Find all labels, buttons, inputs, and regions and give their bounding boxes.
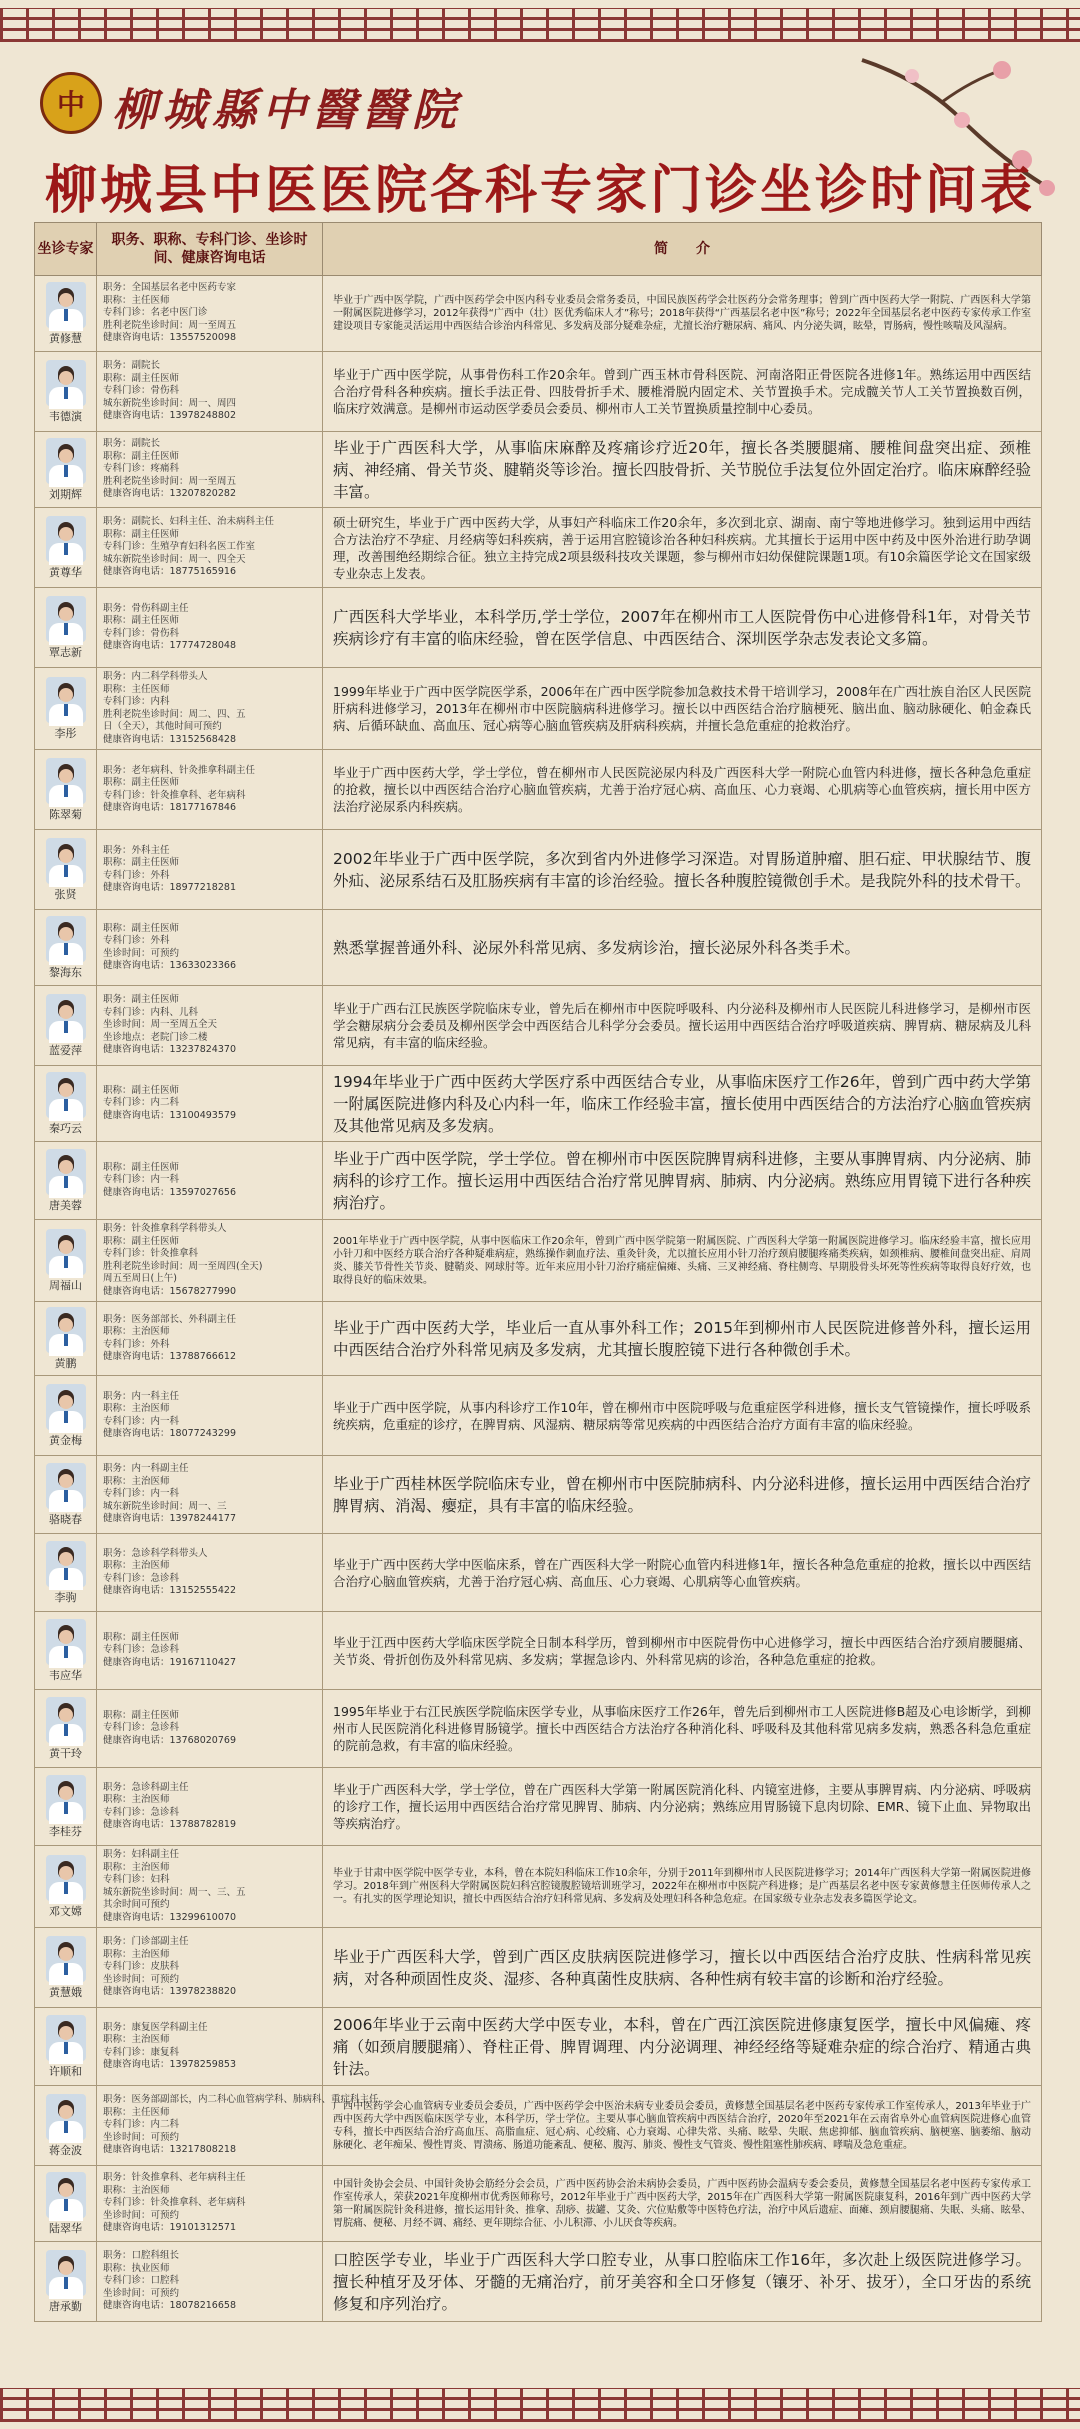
info-line: 专科门诊：口腔科 (103, 2275, 180, 2287)
expert-intro: 毕业于广西医科大学，曾到广西区皮肤病医院进修学习，擅长以中西医结合治疗皮肤、性病科常见疾病，对各种顽固性皮炎、湿疹、各种真菌性皮肤病、各种性病有较丰富的诊断和治疗经验。 (323, 1928, 1042, 2008)
info-line: 健康咨询电话：13152568428 (103, 733, 236, 745)
info-line: 健康咨询电话：13633023366 (103, 960, 236, 971)
expert-name: 骆晓春 (49, 1512, 82, 1526)
expert-info (97, 588, 323, 668)
table-row (35, 2166, 1042, 2242)
expert-intro: 毕业于广西中医学院，学士学位。曾在柳州市中医医院脾胃病科进修，主要从事脾胃病、内分泌病、肺病科的诊疗工作。擅长运用中西医结合治疗常见脾胃病、肺病、内分泌病。熟练应用胃镜下进行各种疾病治疗。 (323, 1142, 1042, 1220)
info-line: 健康咨询电话：13237824370 (103, 1044, 236, 1056)
expert-intro: 1995年毕业于右江民族医学院临床医学专业，从事临床医疗工作26年，曾先后到柳州市工人医院进修B超及心电诊断学，到柳州市人民医院消化科进修胃肠镜学。擅长中西医结合方法治疗各种消化科、呼吸科及其他科常见病多发病，熟悉各科急危重症的院前急救，有丰富的临床经验。 (323, 1690, 1042, 1768)
info-line: 健康咨询电话：13299610070 (103, 1911, 236, 1923)
expert-info (97, 2166, 323, 2242)
expert-info (97, 910, 323, 986)
expert-info (97, 986, 323, 1066)
expert-intro: 1999年毕业于广西中医学院医学系，2006年在广西中医学院参加急救技术骨干培训学习，2008年在广西壮族自治区人民医院肝病科进修学习，2013年在柳州市中医院脑病科进修学习。擅长以中西医结合治疗脑梗死、脑出血、脑动脉硬化、帕金森氏病、后循环缺血、高血压、冠心病等心脑血管疾病及肝病科疾病，并擅长急危重症的抢救治疗。 (323, 668, 1042, 750)
expert-name: 蒋金波 (49, 2143, 82, 2157)
info-line: 专科门诊：骨伤科 (103, 627, 180, 639)
expert-info (97, 1142, 323, 1220)
info-line: 健康咨询电话：17774728048 (103, 640, 236, 651)
table-row (35, 1846, 1042, 1928)
info-line: 职称：主任医师 (103, 683, 170, 695)
expert-name: 黄尊华 (49, 565, 82, 579)
info-line: 专科门诊：内一科 (103, 1415, 180, 1427)
info-line: 职称：副主任医师 (103, 922, 180, 934)
info-line: 职务：全国基层名老中医药专家 (103, 282, 237, 294)
info-line: 城东新院坐诊时间：周一、周四 (103, 397, 237, 409)
doctor-photo (46, 596, 86, 642)
expert-name: 陈翠菊 (49, 807, 82, 821)
info-line: 城东新院坐诊时间：周一、三、五 (103, 1886, 246, 1898)
info-line: 专科门诊：外科 (103, 869, 170, 881)
info-line: 专科门诊：内二科 (103, 2119, 180, 2131)
expert-info (97, 432, 323, 508)
expert-info (97, 1928, 323, 2008)
info-line: 专科门诊：妇科 (103, 1874, 170, 1885)
expert-name: 陆翠华 (49, 2221, 82, 2235)
info-line: 职称：主治医师 (103, 1403, 170, 1414)
expert-schedule-table (34, 222, 1042, 2322)
info-line: 胜利老院坐诊时间：周二、四、五 (103, 708, 246, 720)
expert-intro: 2001年毕业于广西中医学院，从事中医临床工作20余年，曾到广西中医学院第一附属医院、广西医科大学第一附属医院进修学习。临床经验丰富，擅长应用小针刀和中医经方联合治疗各种疑难病症，熟练操作刺血疗法、重灸针灸，尤以擅长应用小针刀治疗颈肩腰腿疼痛类疾病，如颈椎病、腰椎间盘突出症、肩周炎、膝关节骨性关节炎、腱鞘炎、网球肘等。近年来应用小针刀治疗痛症偏瘫、头痛、三叉神经痛、脊柱侧弯、早期股骨头坏死等性疾病等取得良好疗效，也取得良好的临床效果。 (323, 1220, 1042, 1302)
info-line: 专科门诊：骨伤科 (103, 385, 180, 397)
info-line: 健康咨询电话：13978244177 (103, 1513, 236, 1525)
expert-info (97, 1846, 323, 1928)
expert-intro: 广西医科大学毕业，本科学历,学士学位，2007年在柳州市工人医院骨伤中心进修骨科1年，对骨关节疾病诊疗有丰富的临床经验，曾在医学信息、中西医结合、深圳医学杂志发表论文多篇。 (323, 588, 1042, 668)
info-line: 专科门诊：内科 (103, 696, 170, 707)
expert-name: 黄干玲 (49, 1746, 82, 1760)
info-line: 专科门诊：急诊科 (103, 1644, 180, 1656)
info-line: 职称：副主任医师 (103, 777, 180, 788)
info-line: 职务：骨伤科副主任 (103, 602, 189, 614)
expert-intro: 毕业于甘肃中医学院中医学专业，本科，曾在本院妇科临床工作10余年，分别于2011年到柳州市人民医院进修学习；2014年广西医科大学第一附属医院进修学习。2018年到广州医科大学附属医院妇科宫腔镜腹腔镜培训班学习，2022年在柳州市中医院产科进修；是广西基层名老中医专家黄修慧主任医师传承人之一。有扎实的医学理论知识，擅长中西医结合治疗妇科常见病、多发病及处理妇科各种急危症。在国家级专业杂志发表多篇医学论文。 (323, 1846, 1042, 1928)
expert-info (97, 1612, 323, 1690)
expert-name: 许顺和 (49, 2064, 82, 2078)
expert-cell (35, 1846, 97, 1928)
expert-cell (35, 910, 97, 986)
info-line: 健康咨询电话：19101312571 (103, 2222, 236, 2234)
expert-info (97, 750, 323, 830)
expert-intro: 广西中医药学会心血管病专业委员会委员，广西中医药学会中医治未病专业委员会委员，黄修慧全国基层名老中医药专家传承工作室传承人，2013年毕业于广西中医药大学中西医临床医学专业，本科学历，学士学位。主要从事心脑血管疾病中西医结合治疗，2020年至2021年在云南省阜外心血管病医院进修心血管专科，擅长中西医结合治疗高血压、高脂血症、冠心病、心绞痛、心力衰竭、心律失常、头痛、眩晕、失眠、焦虑抑郁、脑血管疾病、脑梗塞、脑萎缩、脑动脉硬化、老年痴呆、慢性胃炎、胃溃疡、肠道功能紊乱、便秘、腹泻、肺炎、慢性支气管炎、慢性阻塞性肺疾病、哮喘及急危重症。 (323, 2086, 1042, 2166)
info-line: 日（全天），其他时间可预约 (103, 721, 222, 732)
info-line: 职称：执业医师 (103, 2262, 170, 2274)
table-row (35, 668, 1042, 750)
info-line: 健康咨询电话：13768020769 (103, 1734, 236, 1746)
expert-intro: 中国针灸协会会员、中国针灸协会筋经分会会员，广西中医药协会治未病协会委员，广西中医药协会温病专委会委员，黄修慧全国基层名老中医药专家传承工作室传承人，荣获2021年度柳州市优秀医师称号，2012年毕业于广西中医药大学，2015年在广西医科大学第一附属医院康复科，2016年到广西中医药大学第一附属医院针灸科进修，擅长运用针灸、推拿、刮痧、拔罐、艾灸、穴位贴敷等中医特色疗法，治疗中风后遗症、面瘫、颈肩腰腿痛、失眠、头痛、眩晕、胃脘痛、便秘、月经不调、痛经、更年期综合征、小儿积滞、小儿厌食等疾病。 (323, 2166, 1042, 2242)
expert-cell (35, 1066, 97, 1142)
info-line: 健康咨询电话：19167110427 (103, 1656, 236, 1668)
doctor-photo (46, 2250, 86, 2296)
info-line: 职称：主治医师 (103, 1861, 170, 1873)
info-line: 健康咨询电话：13788782819 (103, 1819, 236, 1830)
info-line: 职务：副院长 (103, 360, 161, 372)
expert-name: 黄慧娥 (49, 1985, 82, 1999)
info-line: 职务：急诊科学科带头人 (103, 1547, 208, 1559)
expert-cell (35, 2086, 97, 2166)
expert-info (97, 1376, 323, 1456)
table-row (35, 1928, 1042, 2008)
info-line: 职称：副主任医师 (103, 1235, 180, 1247)
info-line: 职称：主治医师 (103, 2034, 170, 2045)
info-line: 职称：主治医师 (103, 1948, 170, 1960)
info-line: 职务：内一科主任 (103, 1390, 180, 1402)
expert-cell (35, 1612, 97, 1690)
table-row (35, 986, 1042, 1066)
info-line: 职称：副主任医师 (103, 372, 180, 384)
expert-info (97, 1302, 323, 1376)
info-line: 职称：主治医师 (103, 1560, 170, 1571)
expert-info (97, 1768, 323, 1846)
info-line: 健康咨询电话：13978238820 (103, 1986, 236, 1998)
expert-cell (35, 668, 97, 750)
info-line: 健康咨询电话：13557520098 (103, 332, 236, 344)
info-line: 健康咨询电话：13217808218 (103, 2144, 236, 2156)
bottom-border (0, 2388, 1080, 2422)
info-line: 坐诊时间：可预约 (103, 1973, 180, 1985)
doctor-photo (46, 758, 86, 804)
info-line: 职称：副主任医师 (103, 1161, 180, 1173)
expert-intro: 毕业于广西中医学院，从事内科诊疗工作10年，曾在柳州市中医院呼吸与危重症医学科进修，擅长支气管镜操作，擅长呼吸系统疾病，危重症的诊疗，在脾胃病、风湿病、糖尿病等常见疾病的中西医结合治疗方面有丰富的临床经验。 (323, 1376, 1042, 1456)
table-row (35, 508, 1042, 588)
expert-info (97, 1066, 323, 1142)
info-line: 职务：康复医学科副主任 (103, 2021, 208, 2033)
expert-intro: 硕士研究生，毕业于广西中医药大学，从事妇产科临床工作20余年，多次到北京、湖南、南宁等地进修学习。独到运用中西结合方法治疗不孕症、月经病等妇科疾病，善于运用宫腔镜诊治各种妇科疾病。尤其擅长于运用中医中药及中医外治进行助孕调理，改善围绝经期综合征。独立主持完成2项县级科技攻关课题，参与柳州市妇幼保健院课题1项。有10余篇医学论文在国家级专业杂志上发表。 (323, 508, 1042, 588)
expert-info (97, 2242, 323, 2322)
expert-info (97, 2008, 323, 2086)
info-line: 专科门诊：生殖孕育妇科名医工作室 (103, 541, 256, 553)
expert-info (97, 276, 323, 352)
table-row (35, 1768, 1042, 1846)
page-title: 柳城县中医医院各科专家门诊坐诊时间表 (44, 160, 1035, 221)
table-row (35, 1220, 1042, 1302)
expert-info (97, 1456, 323, 1534)
table-row (35, 1534, 1042, 1612)
info-line: 坐诊时间：可预约 (103, 947, 180, 959)
expert-cell (35, 2166, 97, 2242)
info-line: 专科门诊：针灸推拿科、老年病科 (103, 789, 246, 801)
expert-cell (35, 1534, 97, 1612)
table-row (35, 276, 1042, 352)
expert-cell (35, 276, 97, 352)
expert-intro: 毕业于广西中医药大学，学士学位，曾在柳州市人民医院泌尿内科及广西医科大学一附院心血管内科进修，擅长各种急危重症的抢救，擅长以中西医结合治疗心脑血管疾病，尤善于治疗冠心病、高血压、心力衰竭、心肌病等心血管疾病，擅长用中医方法治疗泌尿系内科疾病。 (323, 750, 1042, 830)
expert-name: 周福山 (49, 1278, 82, 1292)
expert-cell (35, 2242, 97, 2322)
expert-name: 李驹 (54, 1590, 77, 1604)
doctor-photo (46, 1384, 86, 1430)
info-line: 专科门诊：疼痛科 (103, 463, 180, 475)
expert-cell (35, 2008, 97, 2086)
info-line: 坐诊时间：可预约 (103, 2131, 180, 2143)
expert-info (97, 508, 323, 588)
expert-rows (35, 276, 1042, 2322)
expert-cell (35, 1456, 97, 1534)
expert-name: 李桂芬 (49, 1824, 82, 1838)
expert-name: 秦巧云 (49, 1121, 82, 1135)
doctor-photo (46, 1072, 86, 1118)
expert-name: 韦德演 (49, 409, 82, 423)
info-line: 健康咨询电话：18177167846 (103, 802, 236, 813)
info-line: 专科门诊：内一科 (103, 1174, 180, 1186)
expert-intro: 毕业于广西医科大学，从事临床麻醉及疼痛诊疗近20年，擅长各类腰腿痛、腰椎间盘突出症、颈椎病、神经痛、骨关节炎、腱鞘炎等诊治。擅长四肢骨折、关节脱位手法复位外固定治疗。临床麻醉经验丰富。 (323, 432, 1042, 508)
expert-cell (35, 1690, 97, 1768)
expert-name: 韦应华 (49, 1668, 82, 1682)
doctor-photo (46, 1697, 86, 1743)
info-line: 职称：主任医师 (103, 2106, 170, 2118)
table-row (35, 588, 1042, 668)
expert-intro: 口腔医学专业，毕业于广西医科大学口腔专业，从事口腔临床工作16年，多次赴上级医院进修学习。擅长种植牙及牙体、牙髓的无痛治疗，前牙美容和全口牙修复（镶牙、补牙、拔牙），全口牙齿的系统修复和序列治疗。 (323, 2242, 1042, 2322)
expert-cell (35, 1928, 97, 2008)
info-line: 职务：妇科副主任 (103, 1849, 180, 1860)
doctor-photo (46, 1619, 86, 1665)
table-row (35, 750, 1042, 830)
top-border (0, 8, 1080, 42)
doctor-photo (46, 1229, 86, 1275)
info-line: 周五至周日(上午) (103, 1273, 177, 1284)
table-row (35, 1142, 1042, 1220)
info-line: 专科门诊：急诊科 (103, 1722, 180, 1734)
info-line: 职称：主治医师 (103, 1326, 170, 1337)
expert-intro: 1994年毕业于广西中医药大学医疗系中西医结合专业，从事临床医疗工作26年，曾到广西中药大学第一附属医院进修内科及心内科一年，临床工作经验丰富，擅长使用中西医结合的方法治疗心脑血管疾病及其他常见病及多发病。 (323, 1066, 1042, 1142)
doctor-photo (46, 1936, 86, 1982)
info-line: 专科门诊：名老中医门诊 (103, 307, 208, 319)
table-row (35, 910, 1042, 986)
info-line: 职务：医务部部长、外科副主任 (103, 1313, 237, 1325)
info-line: 健康咨询电话：18078216658 (103, 2300, 236, 2312)
expert-cell (35, 1768, 97, 1846)
info-line: 专科门诊：内二科 (103, 1097, 180, 1109)
info-line: 健康咨询电话：13207820282 (103, 488, 236, 500)
info-line: 职务：针灸推拿科、老年病科主任 (103, 2172, 246, 2184)
expert-cell (35, 1376, 97, 1456)
expert-info (97, 2086, 379, 2166)
info-line: 健康咨询电话：13978248802 (103, 410, 236, 422)
info-line: 职称：主治医师 (103, 1475, 170, 1487)
info-line: 专科门诊：急诊科 (103, 1572, 180, 1584)
expert-cell (35, 986, 97, 1066)
expert-info (97, 352, 323, 432)
info-line: 专科门诊：针灸推拿科、老年病科 (103, 2197, 246, 2209)
doctor-photo (46, 516, 86, 562)
info-line: 健康咨询电话：18775165916 (103, 566, 236, 578)
col-header-intro: 简 介 (323, 223, 1042, 276)
doctor-photo (46, 1307, 86, 1353)
info-line: 职称：副主任医师 (103, 857, 180, 868)
info-line: 坐诊地点：老院门诊二楼 (103, 1031, 208, 1043)
table-row (35, 2008, 1042, 2086)
expert-cell (35, 1142, 97, 1220)
expert-intro: 熟悉掌握普通外科、泌尿外科常见病、多发病诊治，擅长泌尿外科各类手术。 (323, 910, 1042, 986)
doctor-photo (46, 1541, 86, 1587)
expert-info (97, 1690, 323, 1768)
doctor-photo (46, 1775, 86, 1821)
expert-intro: 毕业于广西中医学院，从事骨伤科工作20余年。曾到广西玉林市骨科医院、河南洛阳正骨医院各进修1年。熟练运用中西医结合治疗骨科各种疾病。擅长手法正骨、四肢骨折手术、腰椎滑脱内固定术、关节置换手术。完成髋关节人工关节置换数百例，临床疗效满意。是柳州市运动医学委员会委员、柳州市人工关节置换质量控制中心委员。 (323, 352, 1042, 432)
info-line: 职务：内二科学科带头人 (103, 671, 208, 682)
expert-name: 黄鹏 (54, 1356, 77, 1370)
info-line: 坐诊时间：可预约 (103, 2287, 180, 2299)
table-row (35, 1690, 1042, 1768)
table-header-row (35, 223, 1042, 276)
info-line: 职称：副主任医师 (103, 450, 180, 462)
expert-name: 张贤 (54, 887, 77, 901)
info-line: 专科门诊：外科 (103, 1338, 170, 1350)
expert-name: 刘期辉 (49, 487, 82, 501)
info-line: 胜利老院坐诊时间：周一至周五 (103, 475, 237, 487)
expert-intro: 2006年毕业于云南中医药大学中医专业，本科，曾在广西江滨医院进修康复医学，擅长中风偏瘫、疼痛（如颈肩腰腿痛）、脊柱正骨、脾胃调理、内分泌调理、神经经络等疑难杂症的综合治疗、精通古典针法。 (323, 2008, 1042, 2086)
expert-name: 邓文嫦 (49, 1904, 82, 1918)
table-row (35, 352, 1042, 432)
info-line: 专科门诊：皮肤科 (103, 1961, 180, 1973)
info-line: 健康咨询电话：13100493579 (103, 1109, 236, 1121)
table-row (35, 1612, 1042, 1690)
doctor-photo (46, 838, 86, 884)
info-line: 职务：急诊科副主任 (103, 1781, 189, 1793)
hospital-logo: 中 (40, 72, 102, 134)
expert-intro: 毕业于广西右江民族医学院临床专业，曾先后在柳州市中医院呼吸科、内分泌科及柳州市人民医院儿科进修学习，是柳州市医学会糖尿病分会委员及柳州医学会中西医结合儿科学分会委员。擅长运用中西医结合治疗呼吸道疾病、脾胃病、糖尿病及儿科常见病，有丰富的临床经验。 (323, 986, 1042, 1066)
info-line: 其余时间可预约 (103, 1899, 170, 1910)
expert-name: 黎海东 (49, 965, 82, 979)
expert-info (97, 830, 323, 910)
expert-info (97, 1220, 323, 1302)
info-line: 职称：副主任医师 (103, 528, 180, 540)
info-line: 职称：副主任医师 (103, 1084, 180, 1096)
info-line: 职称：主任医师 (103, 294, 170, 306)
doctor-photo (46, 1855, 86, 1901)
expert-name: 李彤 (54, 726, 77, 740)
info-line: 城东新院坐诊时间：周一、三 (103, 1500, 227, 1512)
info-line: 职务：副院长 (103, 438, 161, 450)
info-line: 专科门诊：外科 (103, 935, 170, 946)
info-line: 职务：内一科副主任 (103, 1463, 189, 1475)
col-header-expert: 坐诊专家 (35, 223, 97, 276)
table-row (35, 2242, 1042, 2322)
expert-intro: 2002年毕业于广西中医学院，多次到省内外进修学习深造。对胃肠道肿瘤、胆石症、甲状腺结节、腹外疝、泌尿系结石及肛肠疾病有丰富的诊治经验。擅长各种腹腔镜微创手术。是我院外科的技术骨干。 (323, 830, 1042, 910)
info-line: 职务：口腔科组长 (103, 2250, 180, 2262)
expert-intro: 毕业于江西中医药大学临床医学院全日制本科学历，曾到柳州市中医院骨伤中心进修学习，擅长中西医结合治疗颈肩腰腿痛、关节炎、骨折创伤及外科常见病、多发病；掌握急诊内、外科常见病的诊治，各种急危重症的抢救。 (323, 1612, 1042, 1690)
expert-intro: 毕业于广西中医学院，广西中医药学会中医内科专业委员会常务委员，中国民族医药学会壮医药分会常务理事；曾到广西中医药大学一附院、广西医科大学第一附属医院进修学习，2012年获得“广西中（壮）医优秀临床人才”称号；2018年获得“广西基层名老中医”称号；2022年全国基层名老中医药专家传承工作室建设项目专家能灵活运用中西医结合诊治内科常见、多发病及部分疑难杂症，尤擅长治疗糖尿病、痛风、内分泌失调，眩晕，胃肠病，慢性咳喘及风湿病。 (323, 276, 1042, 352)
expert-name: 黄金梅 (49, 1433, 82, 1447)
table-row (35, 1066, 1042, 1142)
info-line: 职务：老年病科、针灸推拿科副主任 (103, 764, 256, 776)
table-row (35, 1456, 1042, 1534)
info-line: 胜利老院坐诊时间：周一至周五 (103, 319, 237, 331)
table-row (35, 432, 1042, 508)
expert-name: 唐承勤 (49, 2299, 82, 2313)
hospital-name: 柳城縣中醫醫院 (112, 85, 462, 136)
table-row (35, 1302, 1042, 1376)
info-line: 健康咨询电话：18077243299 (103, 1428, 236, 1439)
info-line: 职务：副院长、妇科主任、治未病科主任 (103, 516, 275, 528)
info-line: 胜利老院坐诊时间：周一至周四(全天) (103, 1260, 263, 1272)
expert-name: 蓝爱萍 (49, 1043, 82, 1057)
expert-cell (35, 588, 97, 668)
expert-cell (35, 1220, 97, 1302)
info-line: 职称：副主任医师 (103, 1631, 180, 1643)
info-line: 健康咨询电话：18977218281 (103, 882, 236, 893)
expert-cell (35, 508, 97, 588)
doctor-photo (46, 1463, 86, 1509)
info-line: 职务：外科主任 (103, 844, 170, 856)
info-line: 坐诊时间：周一至周五全天 (103, 1019, 218, 1031)
info-line: 职称：主治医师 (103, 1794, 170, 1805)
doctor-photo (46, 438, 86, 484)
expert-intro: 毕业于广西中医药大学中医临床系，曾在广西医科大学一附院心血管内科进修1年，擅长各种急危重症的抢救，擅长以中西医结合治疗心脑血管疾病，尤善于治疗冠心病、高血压、心力衰竭、心肌病等心血管疾病。 (323, 1534, 1042, 1612)
info-line: 健康咨询电话：13152555422 (103, 1585, 236, 1596)
expert-intro: 毕业于广西桂林医学院临床专业，曾在柳州市中医院肺病科、内分泌科进修，擅长运用中西医结合治疗脾胃病、消渴、瘿症，具有丰富的临床经验。 (323, 1456, 1042, 1534)
doctor-photo (46, 2094, 86, 2140)
info-line: 专科门诊：针灸推拿科 (103, 1248, 199, 1259)
expert-name: 唐美蓉 (49, 1198, 82, 1212)
expert-name: 覃志新 (49, 645, 82, 659)
expert-intro: 毕业于广西医科大学，学士学位，曾在广西医科大学第一附属医院消化科、内镜室进修，主要从事脾胃病、内分泌病、呼吸病的诊疗工作，擅长运用中西医结合治疗常见脾胃、肺病、内分泌病；熟练应用胃肠镜下息肉切除、EMR、镜下止血、异物取出等疾病治疗。 (323, 1768, 1042, 1846)
expert-cell (35, 1302, 97, 1376)
info-line: 职务：门诊部副主任 (103, 1936, 189, 1948)
doctor-photo (46, 677, 86, 723)
doctor-photo (46, 1149, 86, 1195)
info-line: 健康咨询电话：13978259853 (103, 2059, 236, 2070)
expert-info (97, 668, 323, 750)
table-row (35, 2086, 1042, 2166)
expert-cell (35, 352, 97, 432)
info-line: 专科门诊：内一科 (103, 1488, 180, 1500)
doctor-photo (46, 282, 86, 328)
info-line: 职务：医务部副部长，内二科心血管病学科、肺病科、重症科主任 (103, 2094, 379, 2106)
info-line: 专科门诊：内科、儿科 (103, 1006, 199, 1018)
info-line: 职务：针灸推拿科学科带头人 (103, 1223, 227, 1234)
doctor-photo (46, 360, 86, 406)
expert-cell (35, 432, 97, 508)
doctor-photo (46, 2015, 86, 2061)
info-line: 职称：主治医师 (103, 2184, 170, 2196)
info-line: 专科门诊：康复科 (103, 2046, 180, 2058)
col-header-info: 职务、职称、专科门诊、坐诊时间、健康咨询电话 (97, 223, 323, 276)
expert-intro: 毕业于广西中医药大学，毕业后一直从事外科工作；2015年到柳州市人民医院进修普外科，擅长运用中西医结合治疗外科常见病及多发病，尤其擅长腹腔镜下进行各种微创手术。 (323, 1302, 1042, 1376)
info-line: 城东新院坐诊时间：周一、四全天 (103, 553, 246, 565)
info-line: 健康咨询电话：13788766612 (103, 1351, 236, 1362)
info-line: 职务：副主任医师 (103, 994, 180, 1006)
table-row (35, 1376, 1042, 1456)
doctor-photo (46, 994, 86, 1040)
expert-cell (35, 830, 97, 910)
expert-info (97, 1534, 323, 1612)
info-line: 专科门诊：急诊科 (103, 1806, 180, 1818)
doctor-photo (46, 2172, 86, 2218)
doctor-photo (46, 916, 86, 962)
info-line: 职称：副主任医师 (103, 1709, 180, 1721)
expert-cell (35, 750, 97, 830)
info-line: 健康咨询电话：13597027656 (103, 1186, 236, 1198)
info-line: 坐诊时间：可预约 (103, 2209, 180, 2221)
info-line: 健康咨询电话：15678277990 (103, 1285, 236, 1297)
table-row (35, 830, 1042, 910)
info-line: 职称：副主任医师 (103, 615, 180, 626)
expert-name: 黄修慧 (49, 331, 82, 345)
